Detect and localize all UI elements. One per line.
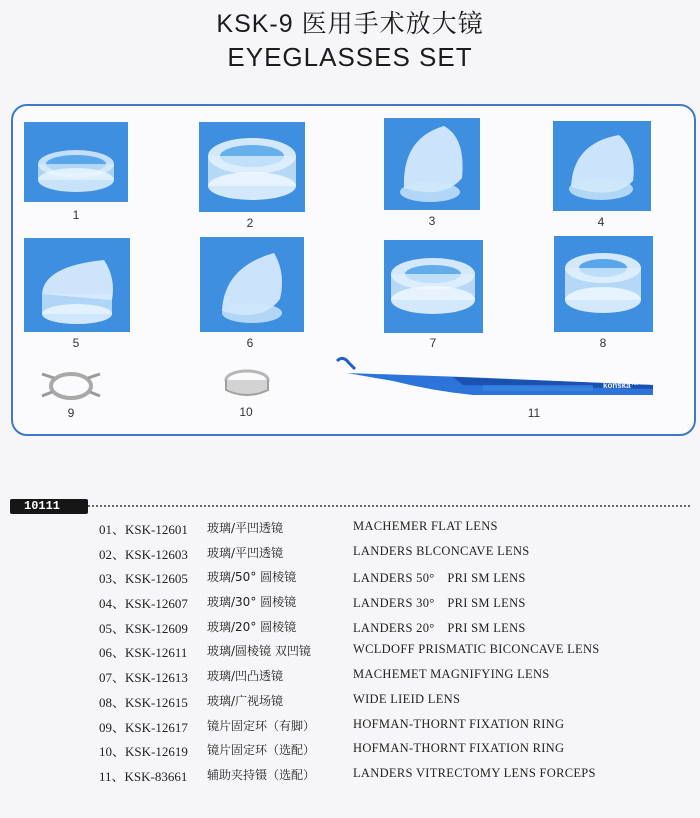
figure-label-10: 10 bbox=[239, 405, 253, 419]
figure-label-4: 4 bbox=[597, 215, 605, 229]
lens-image-4 bbox=[553, 121, 651, 211]
item-name-en: MACHEMER FLAT LENS bbox=[353, 519, 498, 533]
list-item bbox=[99, 642, 699, 667]
item-name-cn: 玻璃/20° 圆棱镜 bbox=[207, 619, 297, 634]
item-name-cn: 玻璃/广视场镜 bbox=[207, 693, 284, 708]
lens-image-7 bbox=[384, 240, 483, 333]
item-name-cn: 玻璃/50° 圆棱镜 bbox=[207, 570, 297, 585]
item-code: 05、KSK-12609 bbox=[99, 620, 188, 636]
item-name-en: MACHEMET MAGNIFYING LENS bbox=[353, 667, 550, 682]
figure-label-11: 11 bbox=[527, 406, 541, 420]
item-name-en: HOFMAN-THORNT FIXATION RING bbox=[353, 741, 565, 756]
fixation-ring-image bbox=[221, 364, 273, 407]
lens-image-6 bbox=[200, 237, 304, 332]
item-code: 06、KSK-12611 bbox=[99, 645, 188, 661]
item-name-en: WCLDOFF PRISMATIC BICONCAVE LENS bbox=[353, 642, 600, 657]
item-code: 11、KSK-83661 bbox=[99, 768, 188, 784]
list-item bbox=[99, 519, 699, 544]
list-item bbox=[99, 593, 699, 618]
list-item bbox=[99, 568, 699, 593]
figure-label-3: 3 bbox=[428, 214, 436, 228]
item-name-en: LANDERS BLCONCAVE LENS bbox=[353, 543, 530, 558]
item-code: 03、KSK-12605 bbox=[99, 571, 188, 587]
lens-image-5 bbox=[24, 238, 130, 332]
item-name-en: LANDERS 50° PRI SM LENS bbox=[353, 571, 526, 586]
catalog-number-badge: 10111 bbox=[10, 499, 88, 514]
page-title-english: EYEGLASSES SET bbox=[227, 42, 473, 72]
lens-forceps-image bbox=[333, 355, 663, 410]
figure-label-5: 5 bbox=[72, 336, 80, 350]
figure-label-2: 2 bbox=[246, 216, 254, 230]
item-code: 08、KSK-12615 bbox=[99, 694, 188, 710]
product-list bbox=[99, 519, 699, 791]
list-item bbox=[99, 667, 699, 692]
item-code: 01、KSK-12601 bbox=[99, 522, 188, 537]
list-item bbox=[99, 717, 699, 742]
lens-image-3 bbox=[384, 118, 480, 210]
fixation-ring-with-feet-image bbox=[36, 366, 106, 411]
item-name-en: WIDE LIEID LENS bbox=[353, 691, 461, 706]
page-title-chinese: KSK-9 医用手术放大镜 bbox=[216, 10, 484, 38]
item-name-cn: 镜片固定环（选配） bbox=[207, 743, 316, 758]
figure-label-8: 8 bbox=[599, 336, 607, 350]
item-name-cn: 玻璃/凹凸透镜 bbox=[207, 669, 284, 684]
item-name-cn: 玻璃/平凹透镜 bbox=[207, 545, 284, 560]
figure-label-7: 7 bbox=[429, 336, 437, 350]
item-code: 10、KSK-12619 bbox=[99, 744, 188, 760]
item-name-en: LANDERS VITRECTOMY LENS FORCEPS bbox=[353, 765, 596, 780]
figure-label-9: 9 bbox=[67, 406, 75, 420]
item-name-cn: 玻璃/30° 圆棱镜 bbox=[207, 595, 297, 610]
item-name-cn: 镜片固定环（有脚） bbox=[207, 718, 316, 733]
item-code: 04、KSK-12607 bbox=[99, 596, 188, 612]
list-item bbox=[99, 692, 699, 717]
list-item bbox=[99, 766, 699, 791]
item-code: 07、KSK-12613 bbox=[99, 670, 188, 686]
figure-label-1: 1 bbox=[72, 208, 80, 222]
item-code: 09、KSK-12617 bbox=[99, 719, 188, 735]
list-item bbox=[99, 741, 699, 766]
item-name-en: LANDERS 20° PRI SM LENS bbox=[353, 620, 526, 635]
item-name-cn: 玻璃/圆棱镜 双凹镜 bbox=[207, 644, 311, 659]
forceps-brand-label: konska™ bbox=[603, 381, 639, 390]
lens-image-8 bbox=[554, 236, 653, 332]
divider-line bbox=[88, 505, 690, 507]
item-name-cn: 玻璃/平凹透镜 bbox=[207, 521, 284, 535]
item-name-en: HOFMAN-THORNT FIXATION RING bbox=[353, 716, 565, 731]
item-code: 02、KSK-12603 bbox=[99, 546, 188, 562]
item-name-en: LANDERS 30° PRI SM LENS bbox=[353, 596, 526, 611]
list-item bbox=[99, 544, 699, 569]
lens-image-2 bbox=[199, 122, 305, 212]
lens-image-1 bbox=[24, 122, 128, 202]
item-name-cn: 辅助夹持镊（选配） bbox=[207, 767, 316, 782]
list-item bbox=[99, 618, 699, 643]
figure-label-6: 6 bbox=[246, 336, 254, 350]
